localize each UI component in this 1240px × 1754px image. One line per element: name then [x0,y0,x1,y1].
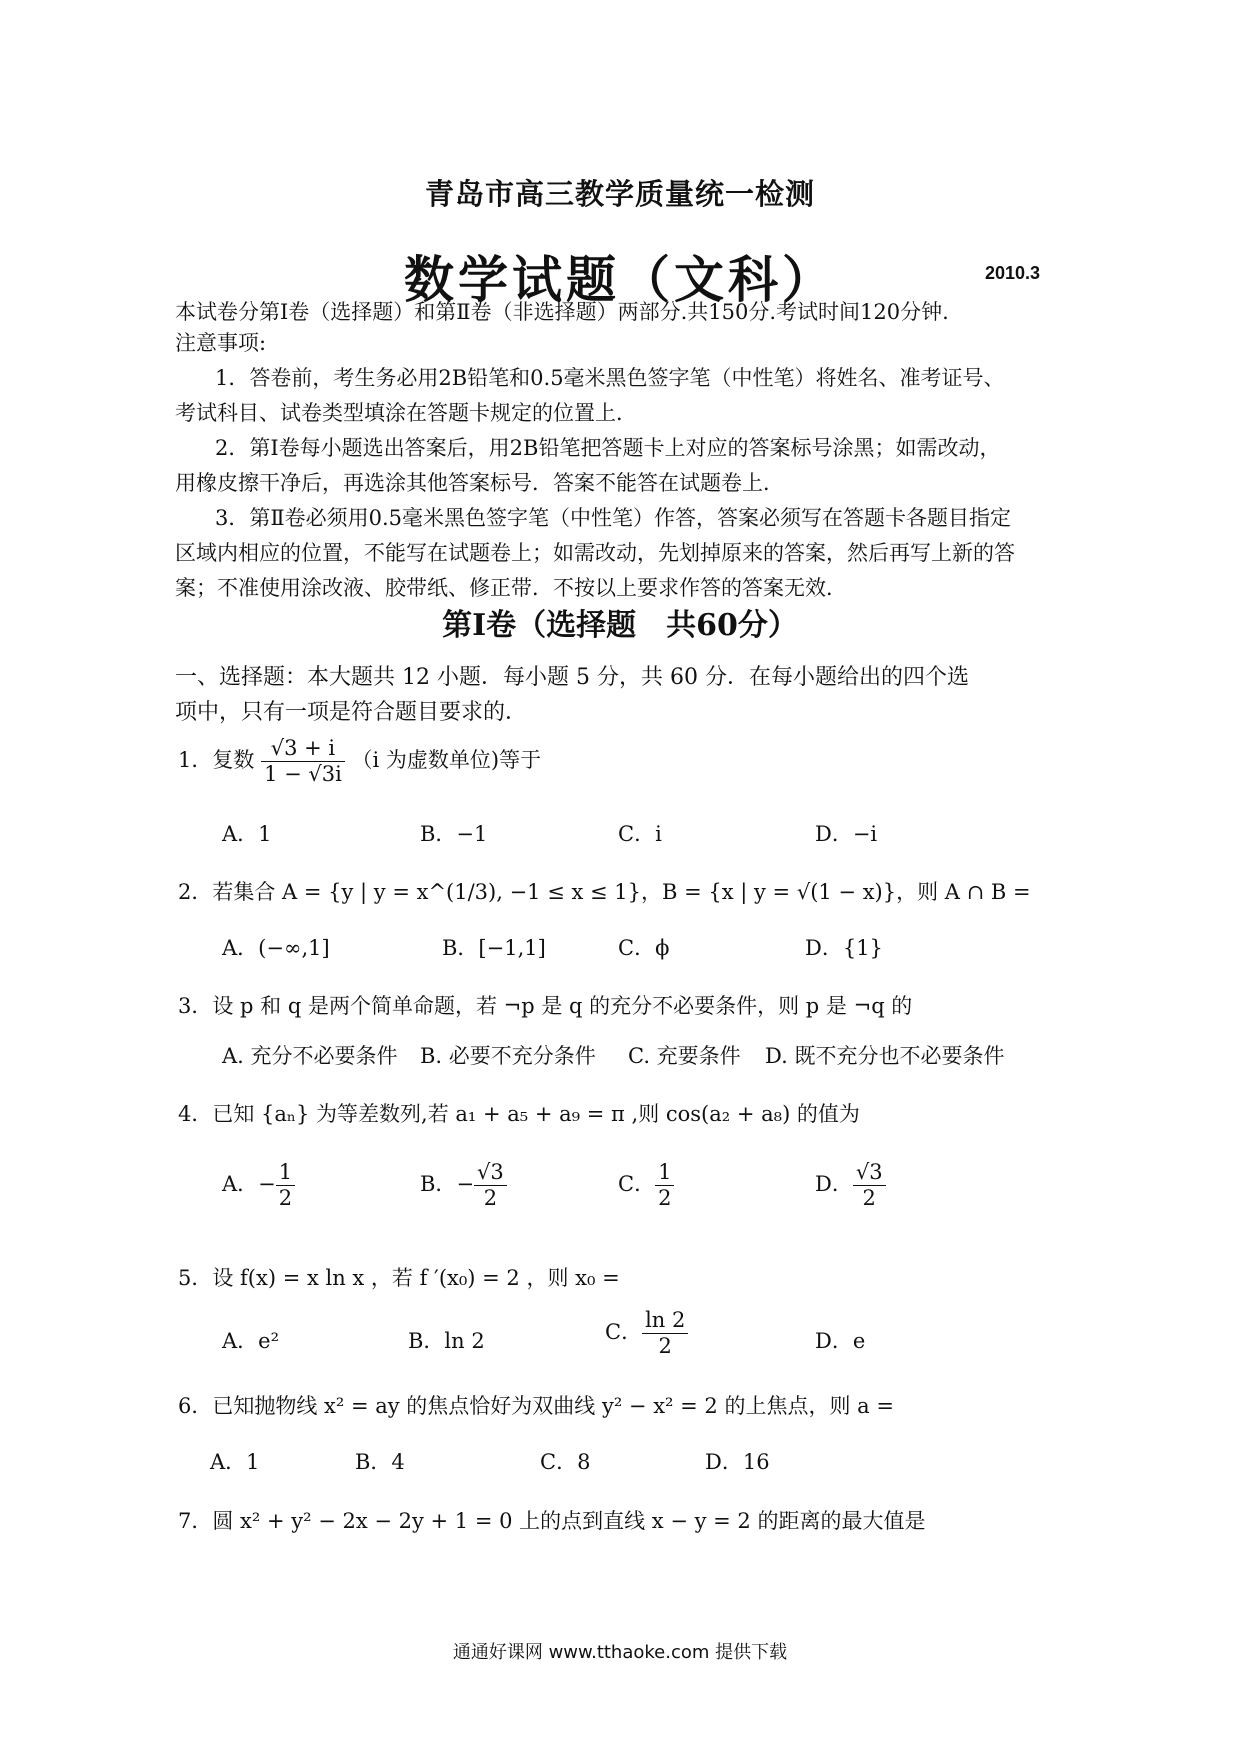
q4-option-b: B．− $\frac{√3}{2}$ [420,1160,507,1211]
q5-option-b: B．ln 2 [408,1329,485,1353]
q3-option-c: C. 充要条件 [628,1044,741,1068]
q6-option-b: B．4 [355,1450,405,1474]
question-4: 4．已知 {aₙ} 为等差数列,若 a₁ + a₅ + a₉ = π ,则 cos(a₂ + a₈) 的值为 [178,1102,860,1126]
note-2b: 用橡皮擦干净后，再选涂其他答案标号．答案不能答在试题卷上． [175,471,784,495]
q2-option-c: C．ϕ [618,936,670,960]
q6-option-d: D．16 [705,1450,770,1474]
q6-option-a: A．1 [210,1450,260,1474]
note-1b: 考试科目、试卷类型填涂在答题卡规定的位置上． [175,401,637,425]
q1-option-d: D．−i [815,822,878,846]
q1-option-b: B．−1 [420,822,488,846]
exam-subject-title: 数学试题（文科） [404,250,836,309]
q2-option-a: A．(−∞,1] [222,936,330,960]
section-desc-a: 一、选择题：本大题共 12 小题．每小题 5 分，共 60 分．在每小题给出的四个选 [175,665,969,690]
intro-line: 本试卷分第Ⅰ卷（选择题）和第Ⅱ卷（非选择题）两部分.共150分.考试时间120分钟. [175,300,949,324]
exam-header-title: 青岛市高三教学质量统一检测 [424,177,815,211]
note-3b: 区域内相应的位置，不能写在试题卷上；如需改动，先划掉原来的答案，然后再写上新的答 [175,541,1015,565]
q1-suffix: （i 为虚数单位)等于 [351,748,542,773]
note-3c: 案；不准使用涂改液、胶带纸、修正带．不按以上要求作答的答案无效． [175,576,847,600]
note-3a: 3．第Ⅱ卷必须用0.5毫米黑色签字笔（中性笔）作答，答案必须写在答题卡各题目指定 [215,506,1012,530]
q5-option-d: D．e [815,1329,866,1353]
q1-fraction [261,736,345,787]
q3-option-b: B. 必要不充分条件 [420,1044,596,1068]
q3-option-a: A. 充分不必要条件 [222,1044,398,1068]
question-1 [178,736,541,787]
q1-option-a: A．1 [222,822,272,846]
q2-option-b: B．[−1,1] [442,936,546,960]
q1-prefix: 1．复数 [178,748,255,773]
question-6: 6．已知抛物线 x² = ay 的焦点恰好为双曲线 y² − x² = 2 的上焦点，则 a = [178,1394,894,1418]
q4-option-c: C． $\frac{1}{2}$ [618,1160,674,1211]
q4-option-d: D． $\frac{√3}{2}$ [815,1160,886,1211]
q1-denominator: 1 − √3i [264,762,342,787]
q5-option-a: A．e² [222,1329,280,1353]
q2-option-d: D．{1} [805,936,883,960]
note-2a: 2．第Ⅰ卷每小题选出答案后，用2B铅笔把答题卡上对应的答案标号涂黑；如需改动， [215,436,1001,460]
section-desc-b: 项中，只有一项是符合题目要求的． [175,700,528,725]
question-7: 7．圆 x² + y² − 2x − 2y + 1 = 0 上的点到直线 x − y = 2 的距离的最大值是 [178,1509,926,1533]
q6-option-c: C．8 [540,1450,591,1474]
q5-option-c: C． $\frac{\ln 2}{2}$ [605,1308,688,1359]
question-3: 3．设 p 和 q 是两个简单命题，若 ¬p 是 q 的充分不必要条件，则 p 是 ¬q 的 [178,994,913,1018]
q1-option-c: C．i [618,822,662,846]
section-heading: 第Ⅰ卷（选择题 共60分） [442,608,798,643]
q4-option-a: A．− $\frac{1}{2}$ [222,1160,295,1211]
exam-date: 2010.3 [985,263,1041,283]
note-1a: 1．答卷前，考生务必用2B铅笔和0.5毫米黑色签字笔（中性笔）将姓名、准考证号、 [215,366,1005,390]
question-2: 2．若集合 A = {y | y = x^(1/3), −1 ≤ x ≤ 1}，B = {x | y = √(1 − x)}，则 A ∩ B = [178,880,1031,904]
question-5: 5．设 f(x) = x ln x ，若 f ′(x₀) = 2 ，则 x₀ = [178,1266,620,1290]
q1-numerator: √3 + i [261,736,345,762]
notice-heading: 注意事项: [175,331,267,355]
q3-option-d: D. 既不充分也不必要条件 [765,1044,1005,1068]
page-footer: 通通好课网 www.tthaoke.com 提供下载 [452,1642,788,1663]
